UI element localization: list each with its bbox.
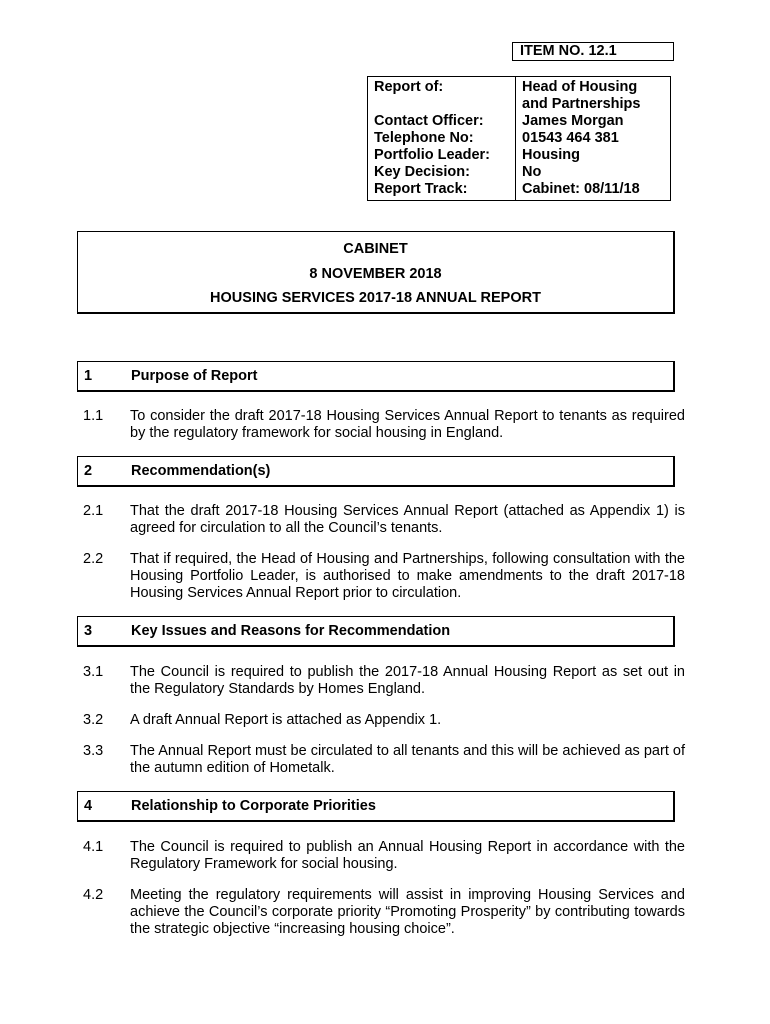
- item-number: ITEM NO. 12.1: [512, 42, 674, 61]
- paragraph-text: The Annual Report must be circulated to all tenants and this will be achieved as part of the autumn edition of Hometalk.: [130, 743, 685, 776]
- paragraph: [83, 551, 685, 602]
- report-meta-table: [367, 76, 671, 201]
- paragraph-text: Meeting the regulatory requirements will assist in improving Housing Services and achieve the Council’s corporate priority “Promoting Prosperity” by contributing towards the strategic objective “increasing housing choice”.: [130, 887, 685, 937]
- section-number: 3: [84, 623, 93, 639]
- section-number: 2: [84, 463, 93, 479]
- paragraph-number: 3.2: [83, 712, 104, 728]
- meta-row-portfolio-leader: [368, 147, 671, 164]
- section-heading-corporate-priorities: [77, 791, 675, 822]
- section-heading-purpose: [77, 361, 675, 392]
- meeting-name: CABINET: [343, 241, 408, 257]
- paragraph-text: The Council is required to publish the 2017-18 Annual Housing Report as set out in the Regulatory Standards by Homes England.: [130, 664, 685, 697]
- paragraph-number: 4.2: [83, 887, 104, 903]
- meta-key: Report of:: [368, 77, 516, 114]
- section-title: Purpose of Report: [131, 368, 258, 384]
- meta-value: No: [516, 164, 671, 181]
- paragraph-text: That the draft 2017-18 Housing Services Annual Report (attached as Appendix 1) is agreed for circulation to all the Council’s tenants.: [130, 503, 685, 536]
- paragraph-number: 2.2: [83, 551, 104, 567]
- paragraph: [83, 839, 685, 873]
- meta-value: Cabinet: 08/11/18: [516, 181, 671, 201]
- section-title: Key Issues and Reasons for Recommendation: [131, 623, 451, 639]
- paragraph: [83, 887, 685, 938]
- paragraph: [83, 664, 685, 698]
- section-title: Recommendation(s): [131, 463, 271, 479]
- section-heading-recommendations: [77, 456, 675, 487]
- meta-value: James Morgan: [516, 113, 671, 130]
- report-title: HOUSING SERVICES 2017-18 ANNUAL REPORT: [210, 290, 541, 306]
- paragraph-text: That if required, the Head of Housing and Partnerships, following consultation with the Housing Portfolio Leader, is authorised to make amendments to the draft 2017-18 Housing Services Annual Report prior to circulation.: [130, 551, 685, 601]
- meta-key: Telephone No:: [368, 130, 516, 147]
- meta-value: 01543 464 381: [516, 130, 671, 147]
- meta-row-telephone: [368, 130, 671, 147]
- meta-key: Report Track:: [368, 181, 516, 201]
- meta-value: Housing: [516, 147, 671, 164]
- meta-row-report-of: [368, 77, 671, 114]
- meta-row-report-track: [368, 181, 671, 201]
- section-number: 4: [84, 798, 93, 814]
- paragraph: [83, 743, 685, 777]
- paragraph-text: To consider the draft 2017-18 Housing Services Annual Report to tenants as required by the regulatory framework for social housing in England.: [130, 408, 685, 441]
- section-heading-key-issues: [77, 616, 675, 647]
- paragraph-number: 4.1: [83, 839, 104, 855]
- paragraph-number: 3.1: [83, 664, 104, 680]
- paragraph-number: 3.3: [83, 743, 104, 759]
- paragraph-text: A draft Annual Report is attached as Appendix 1.: [130, 712, 442, 728]
- meta-key: Contact Officer:: [368, 113, 516, 130]
- meta-row-key-decision: [368, 164, 671, 181]
- paragraph-text: The Council is required to publish an Annual Housing Report in accordance with the Regulatory Framework for social housing.: [130, 839, 685, 872]
- section-number: 1: [84, 368, 93, 384]
- paragraph: [83, 712, 685, 729]
- report-title-box: [77, 231, 675, 314]
- paragraph-number: 1.1: [83, 408, 104, 424]
- meta-row-contact-officer: [368, 113, 671, 130]
- paragraph-number: 2.1: [83, 503, 104, 519]
- meta-key: Key Decision:: [368, 164, 516, 181]
- section-title: Relationship to Corporate Priorities: [131, 798, 376, 814]
- paragraph: [83, 503, 685, 537]
- paragraph: [83, 408, 685, 442]
- meta-value: Head of Housing and Partnerships: [516, 77, 671, 114]
- meeting-date: 8 NOVEMBER 2018: [309, 265, 442, 282]
- meta-key: Portfolio Leader:: [368, 147, 516, 164]
